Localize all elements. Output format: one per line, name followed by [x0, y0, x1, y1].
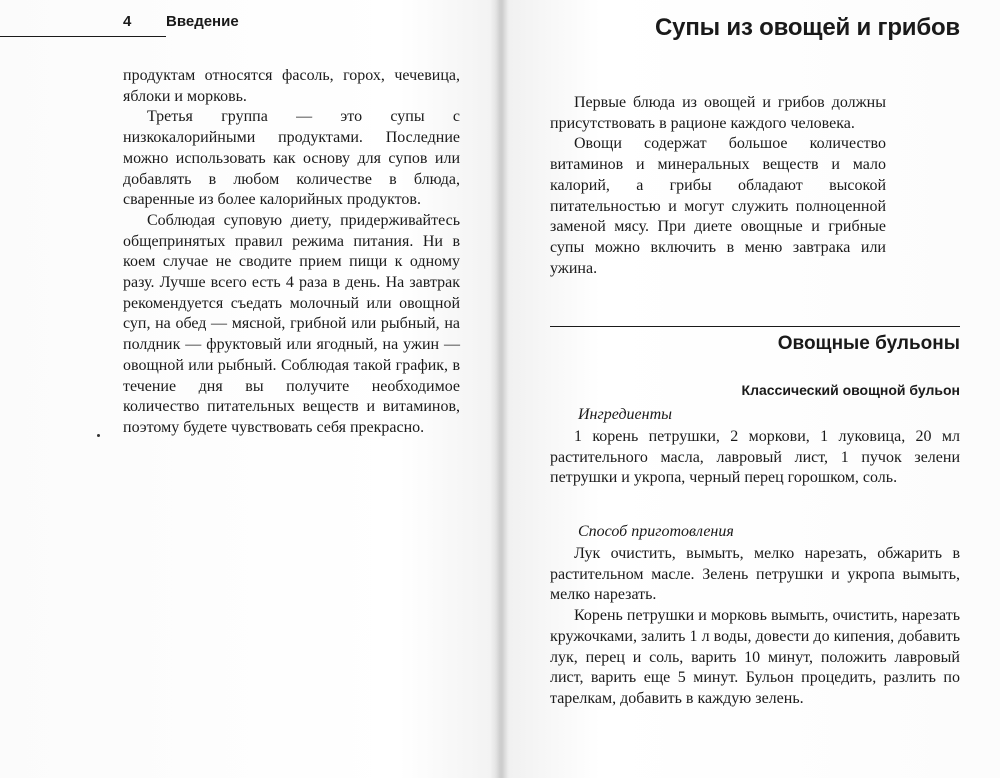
paragraph: 1 корень петрушки, 2 моркови, 1 луковица, 20 мл растительного масла, лавровый лист, 1 пучок зелени петрушки и укропа, черный перец горошком, соль. [550, 428, 960, 487]
print-speck [97, 434, 100, 437]
ingredients-heading: Ингредиенты [578, 406, 672, 423]
page-number: 4 [123, 13, 132, 30]
paragraph: Лук очистить, вымыть, мелко нарезать, обжарить в растительном масле. Зелень петрушки и укропа вымыть, мелко нарезать. [550, 545, 960, 604]
section-title: Овощные бульоны [777, 333, 960, 354]
section-rule [550, 326, 960, 327]
method-heading: Способ приготовления [578, 523, 734, 540]
method-text [550, 544, 960, 710]
left-page [0, 0, 496, 778]
running-head: Введение [166, 13, 239, 30]
book-gutter [496, 0, 508, 778]
recipe-title: Классический овощной бульон [741, 382, 960, 398]
paragraph: Первые блюда из овощей и грибов должны присутствовать в рационе каждого человека. [550, 94, 886, 132]
paragraph: Корень петрушки и морковь вымыть, очистить, нарезать кружочками, залить 1 л воды, довести до кипения, добавить лук, перец и соль, варить 10 минут, положить лавровый лист, варить еще 5 минут. Бульон процедить, разлить по тарелкам, добавить в каждую зелень. [550, 607, 960, 707]
paragraph: Соблюдая суповую диету, придерживайтесь общепринятых правил режима питания. Ни в коем случае не сводите прием пищи к одному разу. Лучше всего есть 4 раза в день. На завтрак рекомендуется съедать молочный или овощной суп, на обед — мясной, грибной или рыбный, на полдник — фруктовый или ягодный, на ужин — овощной или рыбный. Соблюдая такой график, в течение дня вы получите необходимое количество питательных веществ и витаминов, поэтому будете чувствовать себя прекрасно. [123, 211, 460, 436]
right-page [508, 0, 1000, 778]
chapter-title: Супы из овощей и грибов [655, 14, 960, 41]
paragraph: Овощи содержат большое количество витаминов и минеральных веществ и мало калорий, а грибы обладают высокой питательностью и могут служить полноценной заменой мясу. При диете овощные и грибные супы можно включить в меню завтрака или ужина. [550, 135, 886, 277]
header-rule [0, 36, 166, 37]
ingredients-text [550, 427, 960, 489]
paragraph: продуктам относятся фасоль, горох, чечевица, яблоки и морковь. [123, 67, 460, 105]
left-body-text [123, 66, 460, 439]
chapter-intro [550, 93, 886, 279]
paragraph: Третья группа — это супы с низкокалорийными продуктами. Последние можно использовать как основу для супов или добавлять в любом количестве в блюда, сваренные из более калорийных продуктов. [123, 108, 460, 209]
